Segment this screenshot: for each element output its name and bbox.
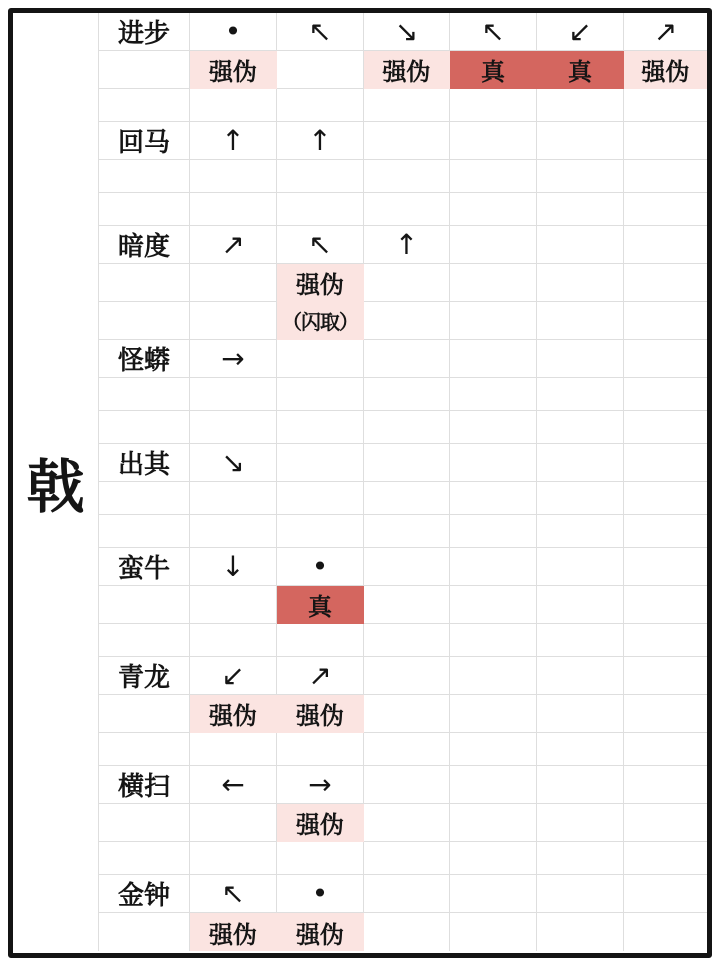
arrow-down-left-icon: ↙ — [221, 658, 245, 692]
empty-cell[interactable] — [99, 160, 190, 193]
empty-cell[interactable] — [364, 515, 450, 548]
empty-cell[interactable] — [624, 733, 707, 766]
status-cell[interactable] — [277, 695, 364, 733]
empty-cell[interactable] — [277, 193, 364, 226]
empty-cell[interactable] — [277, 378, 364, 411]
status-cell[interactable] — [537, 51, 624, 89]
empty-cell[interactable] — [190, 378, 277, 411]
empty-cell[interactable] — [624, 411, 707, 444]
empty-cell[interactable] — [537, 264, 624, 302]
empty-cell[interactable] — [450, 586, 537, 624]
empty-cell[interactable] — [364, 548, 450, 586]
empty-cell[interactable] — [99, 842, 190, 875]
empty-cell[interactable] — [624, 515, 707, 548]
empty-cell[interactable] — [99, 264, 190, 302]
empty-cell[interactable] — [537, 733, 624, 766]
status-cell[interactable] — [450, 51, 537, 89]
empty-cell[interactable] — [190, 89, 277, 122]
move-name: 金钟 — [117, 881, 170, 911]
arrow-down-right-icon: ↘ — [221, 445, 245, 479]
empty-cell[interactable] — [537, 302, 624, 340]
empty-cell[interactable] — [364, 378, 450, 411]
neutral-dot-icon: • — [311, 549, 329, 583]
move-name-cell[interactable] — [99, 766, 190, 804]
neutral-dot-icon: • — [224, 14, 242, 48]
status-label: 强伪 — [296, 920, 344, 949]
empty-cell[interactable] — [450, 913, 537, 951]
direction-cell[interactable] — [277, 548, 364, 586]
empty-cell[interactable] — [624, 842, 707, 875]
direction-cell[interactable] — [277, 13, 364, 51]
empty-cell[interactable] — [624, 340, 707, 378]
empty-cell[interactable] — [450, 264, 537, 302]
status-label: 强伪 — [209, 702, 257, 730]
empty-cell[interactable] — [450, 515, 537, 548]
arrow-up-right-icon: ↗ — [653, 14, 678, 48]
empty-cell[interactable] — [450, 160, 537, 193]
move-name: 横扫 — [117, 772, 170, 802]
empty-cell[interactable] — [190, 411, 277, 444]
empty-cell[interactable] — [364, 842, 450, 875]
direction-cell[interactable] — [190, 657, 277, 695]
empty-cell[interactable] — [99, 913, 190, 951]
empty-cell[interactable] — [450, 657, 537, 695]
empty-cell[interactable] — [537, 842, 624, 875]
empty-cell[interactable] — [450, 193, 537, 226]
table-frame — [8, 8, 712, 958]
empty-cell[interactable] — [450, 444, 537, 482]
empty-cell[interactable] — [277, 515, 364, 548]
direction-cell[interactable] — [190, 13, 277, 51]
status-cell[interactable] — [190, 695, 277, 733]
empty-cell[interactable] — [190, 515, 277, 548]
empty-cell[interactable] — [450, 226, 537, 264]
status-label: 强伪 — [296, 702, 344, 730]
move-name: 暗度 — [117, 232, 170, 262]
empty-cell[interactable] — [537, 875, 624, 913]
empty-cell[interactable] — [450, 122, 537, 160]
status-label: 强伪 — [209, 58, 257, 86]
empty-cell[interactable] — [364, 89, 450, 122]
empty-cell[interactable] — [450, 733, 537, 766]
arrow-up-left-icon: ↖ — [221, 876, 245, 910]
empty-cell[interactable] — [624, 766, 707, 804]
empty-cell[interactable] — [190, 264, 277, 302]
status-label: 强伪 — [296, 811, 344, 839]
move-name: 怪蟒 — [117, 346, 170, 376]
direction-cell[interactable] — [450, 13, 537, 51]
empty-cell[interactable] — [99, 515, 190, 548]
weapon-name: 戟 — [26, 453, 85, 521]
arrow-up-icon: ↑ — [308, 123, 332, 157]
empty-cell[interactable] — [99, 411, 190, 444]
empty-cell[interactable] — [537, 695, 624, 733]
empty-cell[interactable] — [537, 122, 624, 160]
direction-cell[interactable] — [277, 766, 364, 804]
empty-cell[interactable] — [537, 89, 624, 122]
status-label: 真 — [568, 58, 592, 86]
empty-cell[interactable] — [364, 913, 450, 951]
arrow-up-right-icon: ↗ — [308, 658, 332, 692]
empty-cell[interactable] — [537, 913, 624, 951]
direction-cell[interactable] — [190, 226, 277, 264]
empty-cell[interactable] — [364, 624, 450, 657]
empty-cell[interactable] — [537, 444, 624, 482]
empty-cell[interactable] — [364, 657, 450, 695]
direction-cell[interactable] — [190, 340, 277, 378]
empty-cell[interactable] — [190, 160, 277, 193]
status-cell[interactable] — [190, 51, 277, 89]
move-name: 进步 — [117, 19, 170, 49]
empty-cell[interactable] — [537, 548, 624, 586]
empty-cell[interactable] — [364, 264, 450, 302]
empty-cell[interactable] — [99, 695, 190, 733]
arrow-left-icon: ← — [221, 767, 245, 801]
empty-cell[interactable] — [537, 766, 624, 804]
empty-cell[interactable] — [450, 302, 537, 340]
empty-cell[interactable] — [277, 842, 364, 875]
empty-cell[interactable] — [190, 482, 277, 515]
direction-cell[interactable] — [190, 766, 277, 804]
empty-cell[interactable] — [537, 378, 624, 411]
empty-cell[interactable] — [277, 411, 364, 444]
empty-cell[interactable] — [537, 340, 624, 378]
empty-cell[interactable] — [537, 160, 624, 193]
empty-cell[interactable] — [99, 482, 190, 515]
status-cell[interactable] — [277, 302, 364, 340]
empty-cell[interactable] — [277, 340, 364, 378]
empty-cell[interactable] — [99, 302, 190, 340]
empty-cell[interactable] — [364, 804, 450, 842]
empty-cell[interactable] — [190, 586, 277, 624]
empty-cell[interactable] — [624, 695, 707, 733]
empty-cell[interactable] — [537, 411, 624, 444]
empty-cell[interactable] — [624, 548, 707, 586]
status-label: 强伪 — [296, 271, 344, 299]
arrow-right-icon: → — [308, 767, 332, 801]
empty-cell[interactable] — [364, 875, 450, 913]
arrow-up-icon: ↑ — [221, 123, 245, 157]
empty-cell[interactable] — [364, 766, 450, 804]
empty-cell[interactable] — [190, 842, 277, 875]
direction-cell[interactable] — [190, 444, 277, 482]
direction-cell[interactable] — [624, 13, 707, 51]
move-table — [13, 13, 707, 953]
empty-cell[interactable] — [364, 695, 450, 733]
empty-cell[interactable] — [99, 378, 190, 411]
empty-cell[interactable] — [99, 89, 190, 122]
empty-cell[interactable] — [450, 482, 537, 515]
empty-cell[interactable] — [277, 89, 364, 122]
direction-cell[interactable] — [277, 657, 364, 695]
neutral-dot-icon: • — [311, 876, 329, 910]
empty-cell[interactable] — [99, 51, 190, 89]
arrow-down-right-icon: ↘ — [394, 14, 419, 48]
empty-cell[interactable] — [450, 804, 537, 842]
status-label: 强伪 — [641, 58, 690, 86]
direction-cell[interactable] — [190, 122, 277, 160]
empty-cell[interactable] — [364, 160, 450, 193]
empty-cell[interactable] — [624, 913, 707, 951]
arrow-up-left-icon: ↖ — [308, 227, 332, 261]
direction-cell[interactable] — [537, 13, 624, 51]
move-name: 蛮牛 — [117, 554, 170, 584]
empty-cell[interactable] — [450, 548, 537, 586]
empty-cell[interactable] — [450, 875, 537, 913]
arrow-up-right-icon: ↗ — [221, 227, 245, 261]
empty-cell[interactable] — [190, 804, 277, 842]
move-name-cell[interactable] — [99, 444, 190, 482]
empty-cell[interactable] — [537, 624, 624, 657]
empty-cell[interactable] — [537, 226, 624, 264]
empty-cell[interactable] — [190, 302, 277, 340]
status-cell[interactable] — [277, 804, 364, 842]
empty-cell[interactable] — [277, 51, 364, 89]
empty-cell[interactable] — [624, 586, 707, 624]
empty-cell[interactable] — [364, 411, 450, 444]
arrow-up-icon: ↑ — [394, 227, 419, 261]
direction-cell[interactable] — [190, 875, 277, 913]
status-label: 真 — [481, 58, 505, 86]
empty-cell[interactable] — [99, 586, 190, 624]
arrow-down-left-icon: ↙ — [568, 14, 592, 48]
move-name-cell[interactable] — [99, 875, 190, 913]
arrow-up-left-icon: ↖ — [481, 14, 505, 48]
empty-cell[interactable] — [624, 624, 707, 657]
empty-cell[interactable] — [450, 624, 537, 657]
empty-cell[interactable] — [450, 340, 537, 378]
empty-cell[interactable] — [364, 733, 450, 766]
empty-cell[interactable] — [277, 482, 364, 515]
empty-cell[interactable] — [624, 122, 707, 160]
empty-cell[interactable] — [624, 89, 707, 122]
empty-cell[interactable] — [450, 89, 537, 122]
status-cell[interactable] — [277, 586, 364, 624]
empty-cell[interactable] — [624, 193, 707, 226]
empty-cell[interactable] — [277, 444, 364, 482]
status-label: 真 — [308, 593, 332, 621]
status-cell[interactable] — [277, 264, 364, 302]
empty-cell[interactable] — [364, 340, 450, 378]
status-label: 强伪 — [382, 58, 431, 86]
move-name-cell[interactable] — [99, 122, 190, 160]
status-label: 强伪 — [209, 920, 257, 949]
empty-cell[interactable] — [190, 193, 277, 226]
empty-cell[interactable] — [364, 122, 450, 160]
empty-cell[interactable] — [537, 657, 624, 695]
move-name-cell[interactable] — [99, 226, 190, 264]
empty-cell[interactable] — [99, 193, 190, 226]
empty-cell[interactable] — [364, 302, 450, 340]
empty-cell[interactable] — [624, 226, 707, 264]
empty-cell[interactable] — [537, 482, 624, 515]
empty-cell[interactable] — [277, 160, 364, 193]
empty-cell[interactable] — [624, 160, 707, 193]
empty-cell[interactable] — [364, 586, 450, 624]
empty-cell[interactable] — [450, 378, 537, 411]
empty-cell[interactable] — [450, 766, 537, 804]
move-name-cell[interactable] — [99, 340, 190, 378]
empty-cell[interactable] — [537, 586, 624, 624]
direction-cell[interactable] — [277, 226, 364, 264]
status-cell[interactable] — [190, 913, 277, 951]
status-cell[interactable] — [277, 913, 364, 951]
empty-cell[interactable] — [277, 733, 364, 766]
move-name-cell[interactable] — [99, 13, 190, 51]
empty-cell[interactable] — [624, 444, 707, 482]
empty-cell[interactable] — [190, 624, 277, 657]
empty-cell[interactable] — [624, 482, 707, 515]
empty-cell[interactable] — [364, 193, 450, 226]
direction-cell[interactable] — [364, 226, 450, 264]
direction-cell[interactable] — [364, 13, 450, 51]
empty-cell[interactable] — [537, 193, 624, 226]
status-cell[interactable] — [364, 51, 450, 89]
move-name: 出其 — [117, 450, 170, 480]
empty-cell[interactable] — [537, 804, 624, 842]
move-name: 回马 — [117, 128, 170, 158]
empty-cell[interactable] — [624, 804, 707, 842]
arrow-right-icon: → — [221, 341, 245, 375]
empty-cell[interactable] — [450, 842, 537, 875]
empty-cell[interactable] — [624, 657, 707, 695]
move-name: 青龙 — [117, 663, 170, 693]
direction-cell[interactable] — [190, 548, 277, 586]
arrow-down-icon: ↓ — [221, 549, 245, 583]
empty-cell[interactable] — [99, 733, 190, 766]
empty-cell[interactable] — [99, 804, 190, 842]
empty-cell[interactable] — [624, 378, 707, 411]
empty-cell[interactable] — [364, 444, 450, 482]
direction-cell[interactable] — [277, 122, 364, 160]
empty-cell[interactable] — [364, 482, 450, 515]
arrow-up-left-icon: ↖ — [308, 14, 332, 48]
weapon-name-cell[interactable] — [13, 13, 99, 951]
move-name-cell[interactable] — [99, 548, 190, 586]
move-name-cell[interactable] — [99, 657, 190, 695]
empty-cell[interactable] — [190, 733, 277, 766]
status-cell[interactable] — [624, 51, 707, 89]
empty-cell[interactable] — [99, 624, 190, 657]
status-label: （闪取） — [282, 310, 358, 334]
empty-cell[interactable] — [277, 624, 364, 657]
empty-cell[interactable] — [450, 411, 537, 444]
direction-cell[interactable] — [277, 875, 364, 913]
empty-cell[interactable] — [624, 302, 707, 340]
empty-cell[interactable] — [624, 875, 707, 913]
empty-cell[interactable] — [450, 695, 537, 733]
empty-cell[interactable] — [624, 264, 707, 302]
empty-cell[interactable] — [537, 515, 624, 548]
